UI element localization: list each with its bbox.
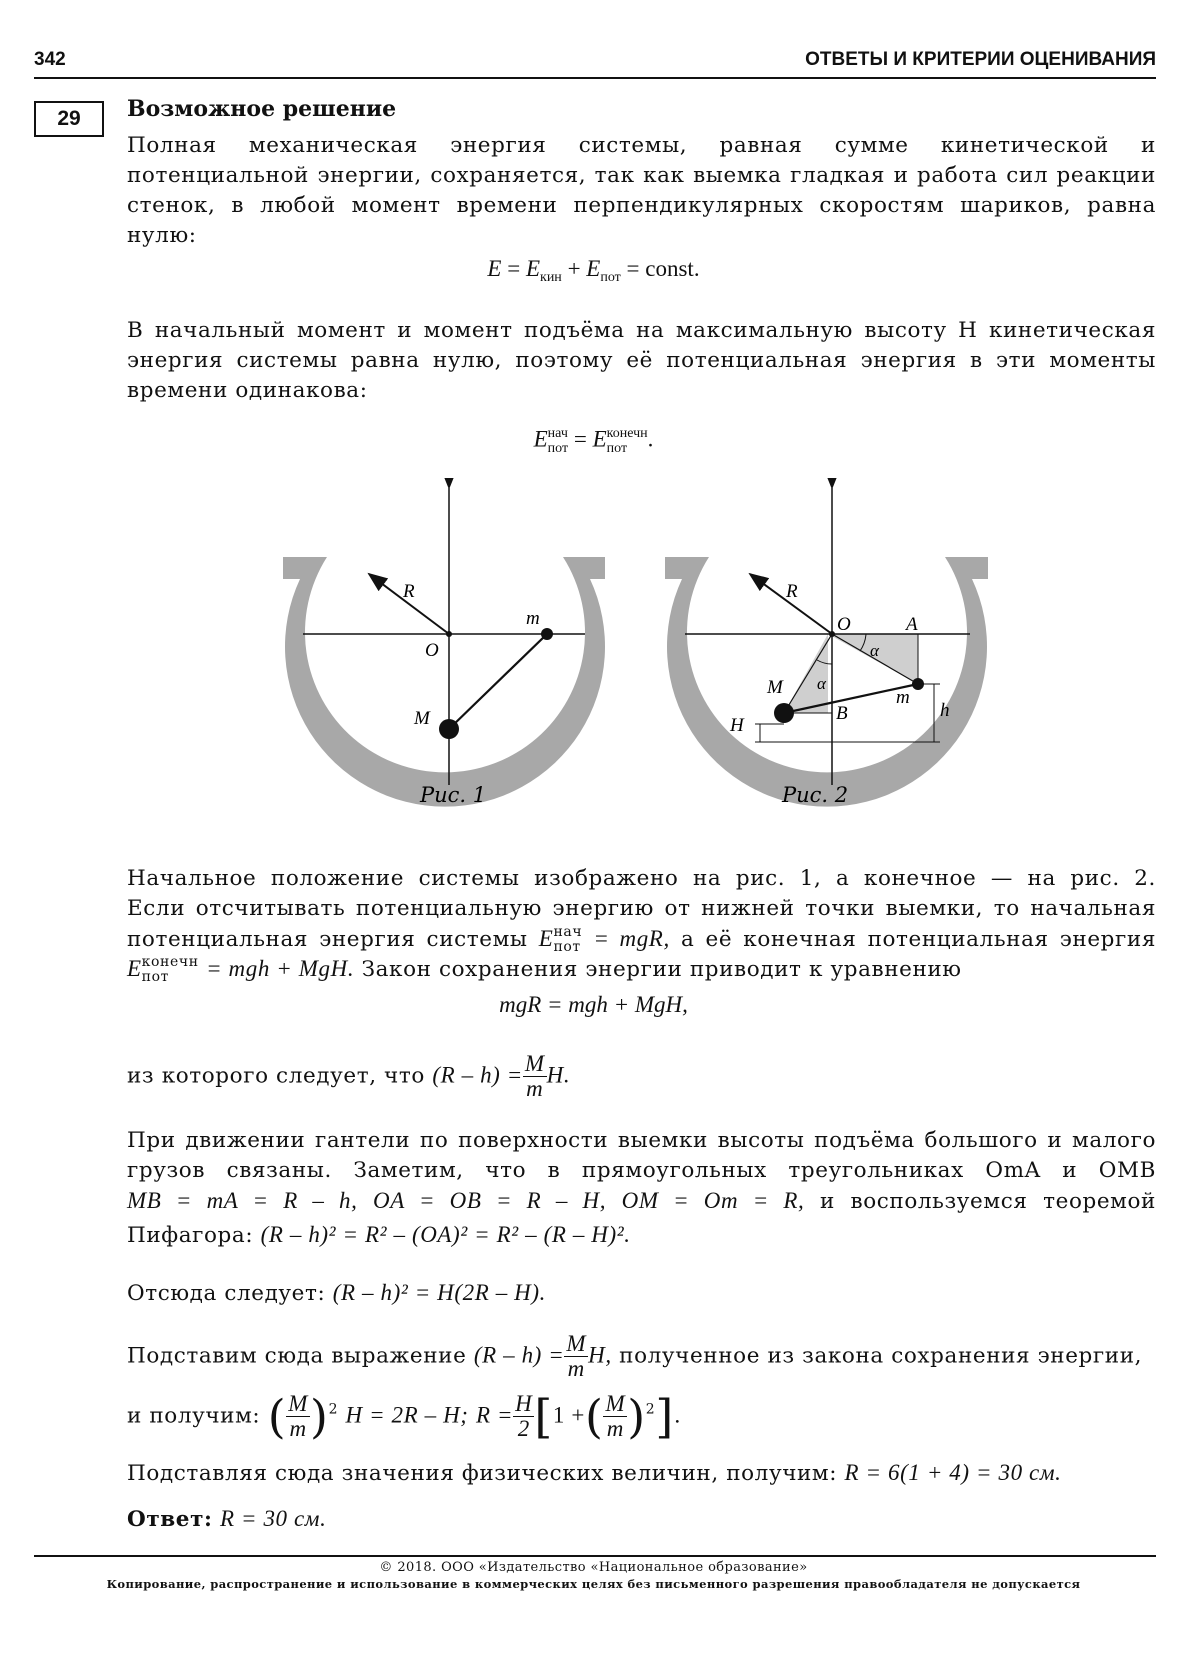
label-R-2: R: [786, 581, 798, 602]
label-m-1: m: [526, 608, 540, 629]
figure-dumbbell-in-hollow: [270, 478, 1010, 810]
para7: Подставим сюда выражение (R – h) = $\frac{M}{m}$ H, полученное из закона сохранения энергии,: [127, 1331, 1143, 1381]
para9: Подставляя сюда значения физических величин, получим: R = 6(1 + 4) = 30 см.: [127, 1460, 1062, 1486]
equation-energy-balance: mgR = mgh + MgH,: [499, 992, 688, 1017]
large-ball-M-2: [774, 703, 794, 723]
para3-line3: потенциальная энергия системы E нач пот = mgR, а её конечная потенциальная энергия: [127, 924, 1156, 955]
figure-1: [283, 488, 605, 807]
label-R-1: R: [403, 581, 415, 602]
label-m-2: m: [896, 687, 910, 708]
center-point-2: [829, 631, 835, 637]
label-A: A: [906, 614, 918, 635]
label-H: H: [730, 715, 744, 736]
label-h: h: [940, 700, 950, 721]
para3-line2: Если отсчитывать потенциальную энергию от нижней точки выемки, то начальная: [127, 896, 1156, 921]
figure-2: [665, 488, 988, 807]
caption-figure-1: Рис. 1: [420, 783, 487, 807]
label-alpha-b: α: [817, 674, 826, 693]
label-B: B: [836, 703, 848, 724]
label-M-1: M: [414, 708, 430, 729]
label-O-2: O: [837, 614, 851, 635]
header-rule: [34, 77, 1156, 79]
para4: из которого следует, что (R – h) = $\frac{M}{m}$ H.: [127, 1051, 571, 1101]
para5-line3: MB = mA = R – h, OA = OB = R – H, OM = Om = R, и воспользуемся теоремой: [127, 1188, 1156, 1214]
para3-line1: Начальное положение системы изображено на рис. 1, а конечное — на рис. 2.: [127, 866, 1156, 891]
footer-rule: [34, 1555, 1156, 1557]
caption-figure-2: Рис. 2: [782, 783, 849, 807]
hollow-shape-1: [283, 557, 605, 807]
footer-copyright: © 2018. ООО «Издательство «Национальное образование»: [379, 1560, 808, 1575]
answer: Ответ: R = 30 см.: [127, 1506, 327, 1532]
paragraph-energy-conservation: Полная механическая энергия системы, равная сумме кинетической и потенциальной энергии, сохраняется, так как выемка гладкая и работа сил реакции стенок, в любой момент времени перпендикулярных скоростям шариков, равна нулю:: [127, 133, 1156, 248]
para3-line4: E конечн пот = mgh + MgH. Закон сохранения энергии приводит к уравнению: [127, 954, 962, 985]
para5-line1: При движении гантели по поверхности выемки высоты подъёма большого и малого: [127, 1128, 1156, 1153]
small-ball-m-1: [541, 628, 553, 640]
label-alpha-a: α: [870, 641, 879, 660]
dumbbell-rod-1: [449, 634, 547, 729]
para5-line2: грузов связаны. Заметим, что в прямоугольных треугольниках OmA и OMB: [127, 1158, 1156, 1183]
equation-energy-sum: $E = E_{кин} + E_{пот}$ = const.: [487, 256, 700, 285]
center-point-1: [446, 631, 452, 637]
large-ball-M-1: [439, 719, 459, 739]
solution-heading: Возможное решение: [127, 96, 397, 122]
footer-rights-notice: Копирование, распространение и использование в коммерческих целях без письменного разрешения правообладателя не допускается: [106, 1577, 1081, 1591]
paragraph-initial-moment: В начальный момент и момент подъёма на максимальную высоту H кинетическая энергия системы равна нулю, поэтому её потенциальная энергия в эти моменты времени одинакова:: [127, 318, 1156, 403]
para8: и получим: ( $\frac{M}{m}$ )$^2$ H = 2R – H; R = $\frac{H}{2}$ [1 +( $\frac{M}{m}$ )$^2$].: [127, 1389, 682, 1444]
running-title: ОТВЕТЫ И КРИТЕРИИ ОЦЕНИВАНИЯ: [805, 49, 1156, 70]
para5-line4: Пифагора: (R – h)² = R² – (OA)² = R² – (R – H)².: [127, 1222, 631, 1248]
page-number: 342: [34, 49, 66, 70]
label-M-2: M: [767, 677, 783, 698]
problem-number-box: 29: [34, 101, 104, 137]
para6: Отсюда следует: (R – h)² = H(2R – H).: [127, 1280, 547, 1306]
equation-potential-equal: E нач пот = E конечн пот .: [533, 426, 654, 456]
label-O-1: O: [425, 640, 439, 661]
